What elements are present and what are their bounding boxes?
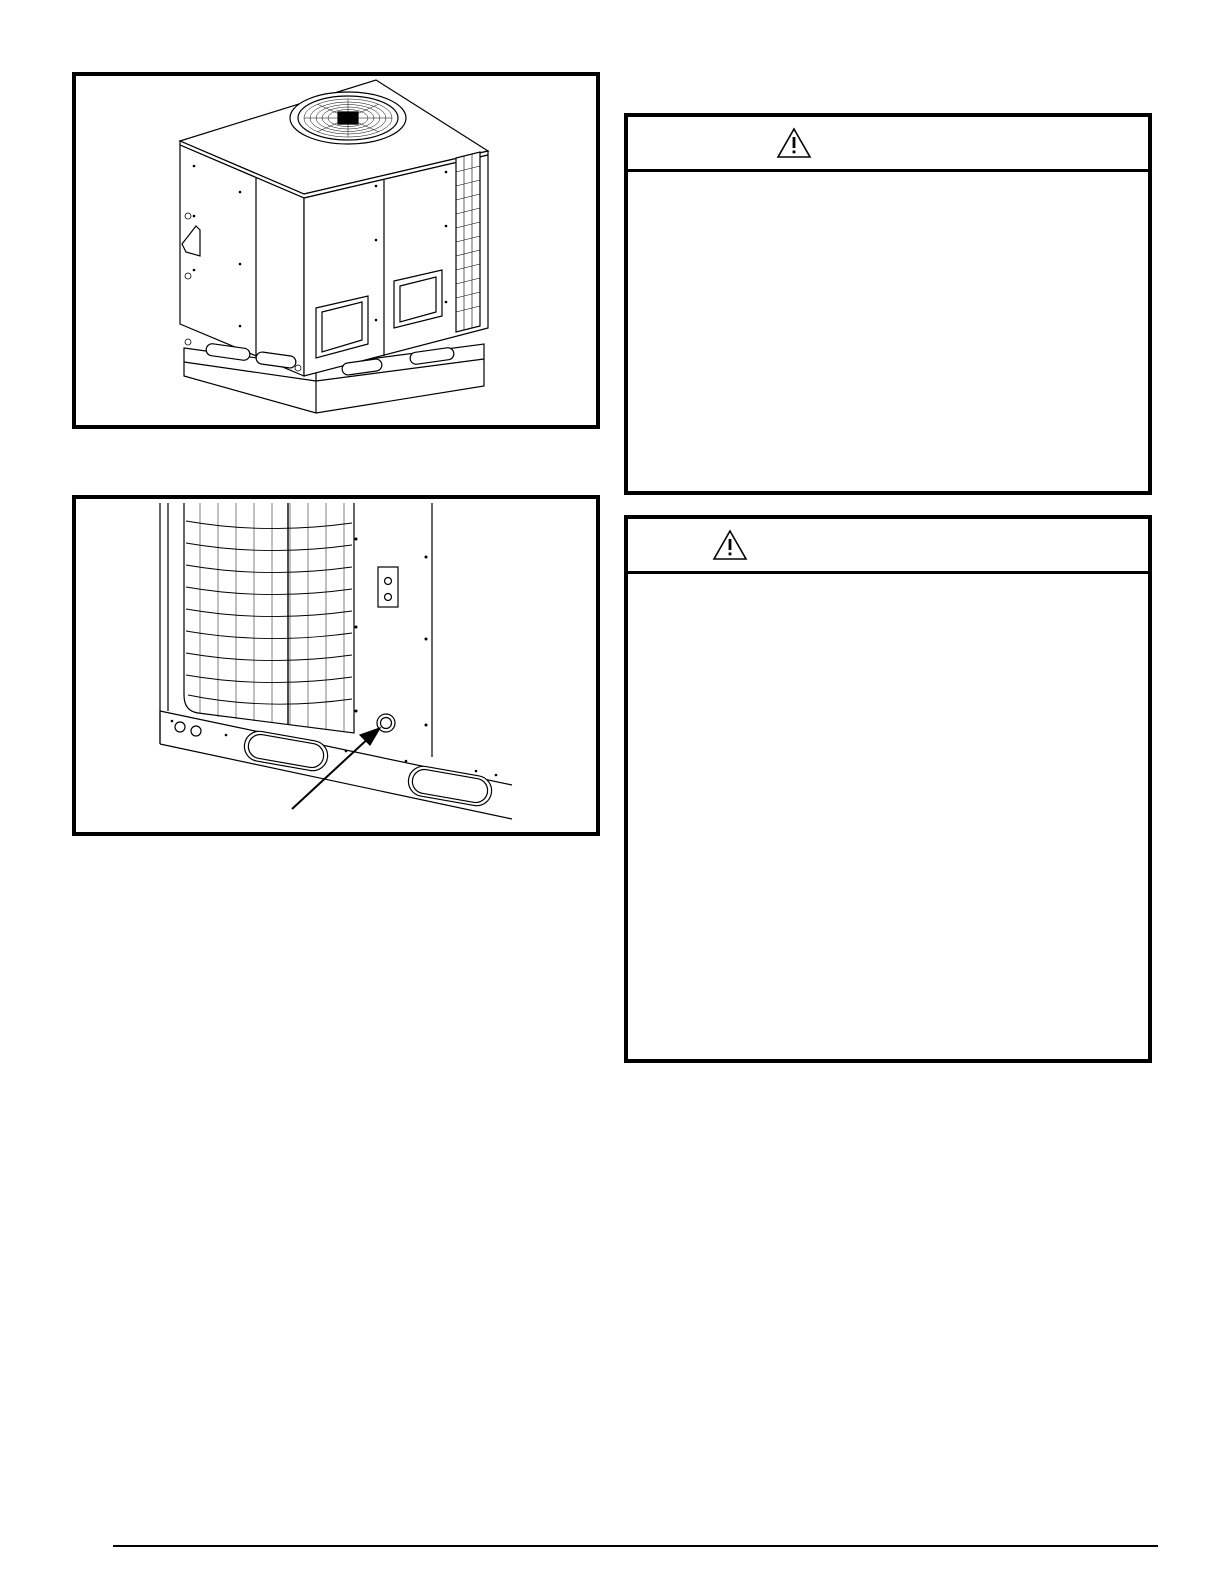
warning-triangle-icon — [776, 127, 812, 159]
warning-header — [628, 117, 1148, 172]
warning-body — [628, 574, 1148, 1059]
warning-box — [624, 113, 1152, 495]
figure-drain-detail — [72, 495, 600, 836]
condenser-coil-drain-illustration — [76, 499, 596, 832]
warning-triangle-icon — [712, 529, 748, 561]
warning-box — [624, 515, 1152, 1063]
warning-header — [628, 519, 1148, 574]
hvac-unit-illustration — [76, 76, 596, 425]
warning-body — [628, 172, 1148, 491]
footer-divider — [113, 1545, 1158, 1547]
figure-unit-overview — [72, 72, 600, 429]
